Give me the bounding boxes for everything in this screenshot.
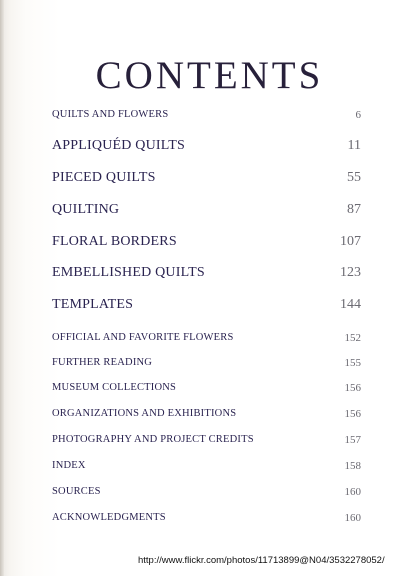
toc-entry-page: 158: [344, 460, 361, 472]
toc-entry-page: 156: [344, 382, 361, 394]
toc-entry-page: 157: [344, 434, 361, 446]
toc-entry-label: QUILTS AND FLOWERS: [52, 109, 169, 120]
toc-entry-page: 156: [344, 408, 361, 420]
toc-entry-label: PHOTOGRAPHY AND PROJECT CREDITS: [52, 434, 254, 445]
toc-entry-label: INDEX: [52, 460, 86, 471]
toc-entry-label: APPLIQUÉD QUILTS: [52, 138, 185, 153]
toc-entry-label: FURTHER READING: [52, 357, 153, 368]
toc-entry-label: ACKNOWLEDGMENTS: [52, 512, 166, 523]
toc-entry-label: TEMPLATES: [52, 297, 134, 312]
toc-entry-page: 160: [344, 512, 361, 524]
toc-entry-label: ORGANIZATIONS AND EXHIBITIONS: [52, 408, 237, 419]
toc-entry-page: 87: [347, 202, 361, 217]
toc-entry-page: 144: [340, 297, 361, 312]
toc-entry-page: 160: [344, 486, 361, 498]
toc-entry-page: 155: [344, 357, 361, 369]
toc-entry-page: 107: [340, 234, 361, 249]
toc-entry-page: 123: [340, 265, 361, 280]
toc-entry-page: 6: [355, 109, 361, 121]
toc-entry-page: 11: [347, 138, 361, 153]
toc-entry-page: 152: [344, 332, 361, 344]
toc-entry-page: 55: [347, 170, 361, 185]
toc-entry-label: EMBELLISHED QUILTS: [52, 265, 205, 280]
toc-entry-label: FLORAL BORDERS: [52, 234, 177, 249]
toc-entry-label: MUSEUM COLLECTIONS: [52, 382, 177, 393]
page-title: CONTENTS: [95, 54, 324, 97]
toc-entry-label: OFFICIAL AND FAVORITE FLOWERS: [52, 332, 234, 343]
toc-entry-label: QUILTING: [52, 202, 120, 217]
toc-entry-label: SOURCES: [52, 486, 101, 497]
toc-entry-label: PIECED QUILTS: [52, 170, 156, 185]
source-url-caption: http://www.flickr.com/photos/11713899@N04/3532278052/: [138, 555, 385, 566]
